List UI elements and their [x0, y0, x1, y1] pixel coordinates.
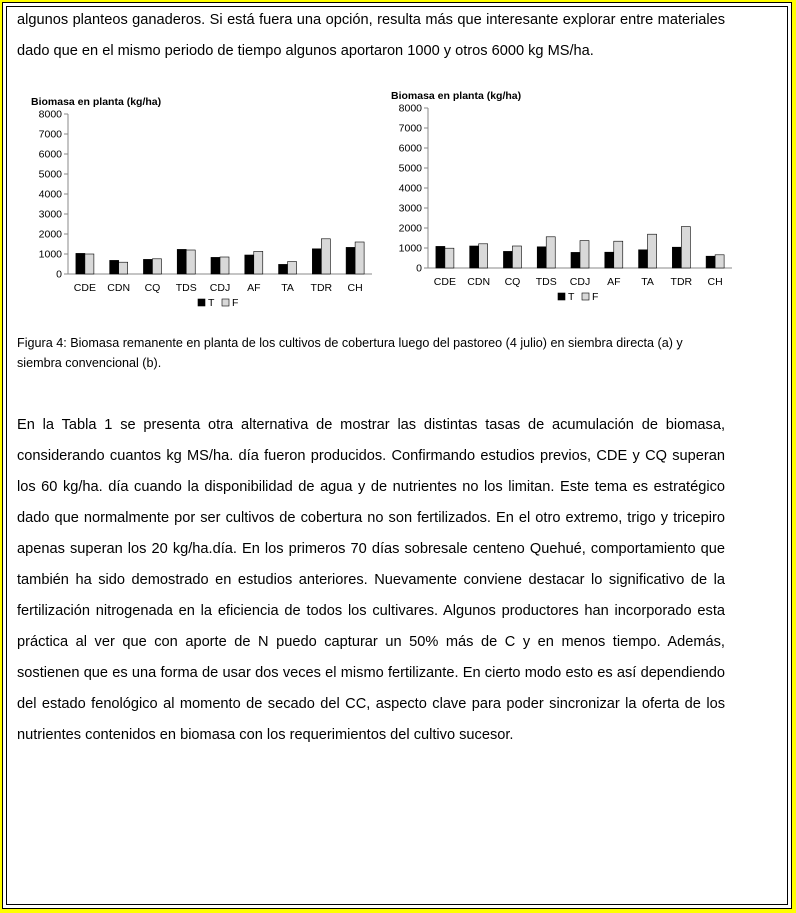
bar-T-TDR	[312, 249, 321, 274]
y-tick-label: 8000	[398, 102, 422, 115]
bar-F-AF	[254, 251, 263, 274]
x-tick-label: CDE	[73, 282, 96, 294]
y-tick-label: 1000	[398, 242, 422, 255]
legend-label-T: T	[208, 297, 215, 309]
bar-F-TA	[288, 262, 297, 274]
y-tick-label: 7000	[398, 122, 422, 135]
bar-T-TDS	[177, 249, 186, 274]
y-tick-label: 5000	[38, 168, 62, 181]
bar-F-CQ	[152, 259, 161, 274]
bar-T-TA	[639, 250, 648, 268]
bar-T-CH	[346, 247, 355, 274]
bar-F-TA	[648, 234, 657, 268]
legend-label-F: F	[592, 291, 599, 303]
y-tick-label: 7000	[38, 128, 62, 141]
bar-F-CDE	[85, 254, 94, 274]
bar-T-CDE	[436, 246, 445, 268]
legend-swatch-F	[222, 299, 229, 306]
bar-T-CQ	[143, 259, 152, 274]
legend-label-F: F	[232, 297, 239, 309]
y-axis-label: Biomasa en planta (kg/ha)	[391, 90, 522, 102]
x-tick-label: CDJ	[209, 282, 231, 294]
y-tick-label: 2000	[398, 222, 422, 235]
x-tick-label: TA	[641, 276, 654, 288]
x-tick-label: CDN	[467, 276, 491, 288]
x-tick-label: CQ	[144, 282, 161, 294]
bar-T-CDN	[110, 260, 119, 274]
legend-swatch-T	[558, 293, 565, 300]
bar-T-CDE	[76, 253, 85, 274]
y-axis-label: Biomasa en planta (kg/ha)	[31, 96, 162, 108]
y-tick-label: 4000	[398, 182, 422, 195]
x-tick-label: TDR	[310, 282, 333, 294]
bar-F-CH	[355, 242, 364, 274]
y-tick-label: 6000	[38, 148, 62, 161]
bar-F-CDJ	[580, 241, 589, 268]
bar-F-CH	[715, 255, 724, 268]
x-tick-label: TDS	[175, 282, 197, 294]
legend-swatch-T	[198, 299, 205, 306]
y-tick-label: 0	[56, 268, 62, 281]
bar-T-TA	[279, 264, 288, 274]
y-tick-label: 3000	[398, 202, 422, 215]
bar-F-TDR	[681, 227, 690, 268]
x-tick-label: CH	[707, 276, 723, 288]
x-tick-label: TA	[281, 282, 294, 294]
bar-F-TDS	[546, 237, 555, 268]
x-tick-label: CDJ	[569, 276, 591, 288]
y-tick-label: 5000	[398, 162, 422, 175]
bar-T-TDS	[537, 247, 546, 268]
biomass-chart-a	[20, 88, 380, 320]
legend-label-T: T	[568, 291, 575, 303]
bar-F-CDE	[445, 248, 454, 268]
y-tick-label: 0	[416, 262, 422, 275]
bar-F-AF	[614, 241, 623, 268]
x-tick-label: TDS	[535, 276, 557, 288]
y-tick-label: 4000	[38, 188, 62, 201]
bar-T-AF	[245, 255, 254, 274]
y-tick-label: 1000	[38, 248, 62, 261]
x-tick-label: AF	[607, 276, 621, 288]
biomass-chart-b	[380, 82, 740, 314]
body-paragraph: En la Tabla 1 se presenta otra alternativa de mostrar las distintas tasas de acumulación de biomasa, considerando cuantos kg MS/ha. día fueron producidos. Confirmando estudios previos, CDE y CQ superan los 60 kg/ha. día cuando la disponibilidad de agua y de nutrientes no los limitan. Este tema es estratégico dado que normalmente por ser cultivos de cobertura no son fertilizados. En el otro extremo, trigo y tricepiro apenas superan los 20 kg/ha.día. En los primeros 70 días sobresale centeno Quehué, comportamiento que también ha sido demostrado en estudios anteriores. Nuevamente conviene destacar lo significativo de la fertilización nitrogenada en la eficiencia de todos los cultivares. Algunos productores han incorporado esta práctica al ver que con aporte de N puedo capturar un 50% más de C y en menos tiempo. Además, sostienen que es una forma de usar dos veces el mismo fertilizante. En cierto modo esto es así dependiendo del estado fenológico al momento de secado del CC, aspecto clave para poder sincronizar la oferta de los nutrientes contenidos en biomasa con los requerimientos del cultivo sucesor.	[17, 417, 725, 743]
y-tick-label: 8000	[38, 108, 62, 121]
x-tick-label: CQ	[504, 276, 521, 288]
bar-T-CDJ	[211, 257, 220, 274]
bar-F-CDN	[119, 262, 128, 274]
x-tick-label: CH	[347, 282, 363, 294]
bar-F-CQ	[512, 246, 521, 268]
bar-T-CH	[706, 256, 715, 268]
y-tick-label: 3000	[38, 208, 62, 221]
bar-T-TDR	[672, 247, 681, 268]
x-tick-label: AF	[247, 282, 261, 294]
y-tick-label: 2000	[38, 228, 62, 241]
figure-caption: Figura 4: Biomasa remanente en planta de los cultivos de cobertura luego del pastoreo (4 julio) en siembra directa (a) y siembra convencional (b).	[17, 336, 683, 370]
bar-F-TDR	[321, 239, 330, 274]
x-tick-label: CDN	[107, 282, 131, 294]
bar-T-CDJ	[571, 252, 580, 268]
bar-T-AF	[605, 252, 614, 268]
bar-T-CQ	[503, 251, 512, 268]
bar-F-TDS	[186, 250, 195, 274]
intro-paragraph: algunos planteos ganaderos. Si está fuera una opción, resulta más que interesante explorar entre materiales dado que en el mismo periodo de tiempo algunos aportaron 1000 y otros 6000 kg MS/ha.	[17, 12, 725, 59]
x-tick-label: TDR	[670, 276, 693, 288]
bar-T-CDN	[470, 246, 479, 268]
legend-swatch-F	[582, 293, 589, 300]
y-tick-label: 6000	[398, 142, 422, 155]
bar-F-CDJ	[220, 257, 229, 274]
bar-F-CDN	[479, 244, 488, 268]
x-tick-label: CDE	[433, 276, 456, 288]
